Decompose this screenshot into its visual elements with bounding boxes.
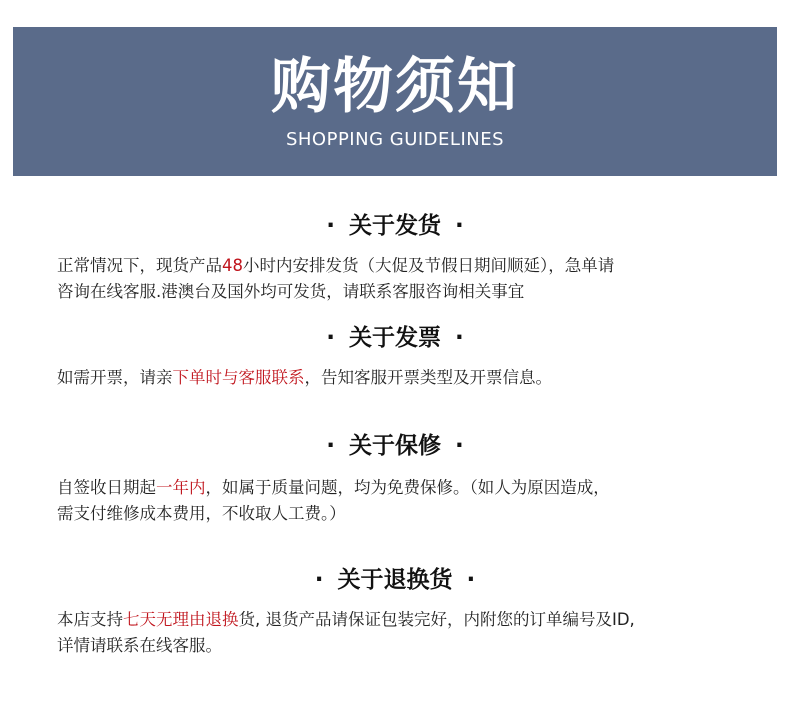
bullet-dot-icon: · [326,213,335,239]
bullet-dot-icon: · [455,213,464,239]
section-body-returns [57,607,747,659]
highlight-text: 一年内 [156,478,206,497]
section-body-invoice [57,365,747,391]
bullet-dot-icon: · [455,325,464,351]
banner-title: 购物须知 [271,52,519,122]
text-line: 自签收日期起一年内，如属于质量问题，均为免费保修。（如人为原因造成， [57,478,610,497]
section-heading-warranty: · 关于保修 · [326,433,464,459]
text-line: 详情请联系在线客服。 [57,636,222,655]
text-line: 正常情况下，现货产品48小时内安排发货（大促及节假日期间顺延），急单请 [57,256,615,275]
highlight-text: 七天无理由退换 [123,610,239,629]
text-line: 需支付维修成本费用，不收取人工费。） [57,504,346,523]
bullet-dot-icon: · [326,433,335,459]
bullet-dot-icon: · [466,567,476,593]
highlight-text: 48 [222,256,243,275]
text-line: 如需开票，请亲下单时与客服联系，告知客服开票类型及开票信息。 [57,368,552,387]
section-heading-shipping: · 关于发货 · [326,213,464,239]
bullet-dot-icon: · [455,433,464,459]
highlight-text: 下单时与客服联系 [172,368,305,387]
section-body-warranty [57,475,747,527]
bullet-dot-icon: · [326,325,335,351]
text-line: 咨询在线客服.港澳台及国外均可发货，请联系客服咨询相关事宜 [57,282,525,301]
bullet-dot-icon: · [314,567,324,593]
banner-subtitle: SHOPPING GUIDELINES [285,129,505,150]
text-line: 本店支持七天无理由退换货, 退货产品请保证包装完好，内附您的订单编号及ID, [57,610,635,629]
section-heading-returns: · 关于退换货 · [314,567,476,593]
section-heading-invoice: · 关于发票 · [326,325,464,351]
section-body-shipping [57,253,747,305]
header-banner [13,27,777,176]
